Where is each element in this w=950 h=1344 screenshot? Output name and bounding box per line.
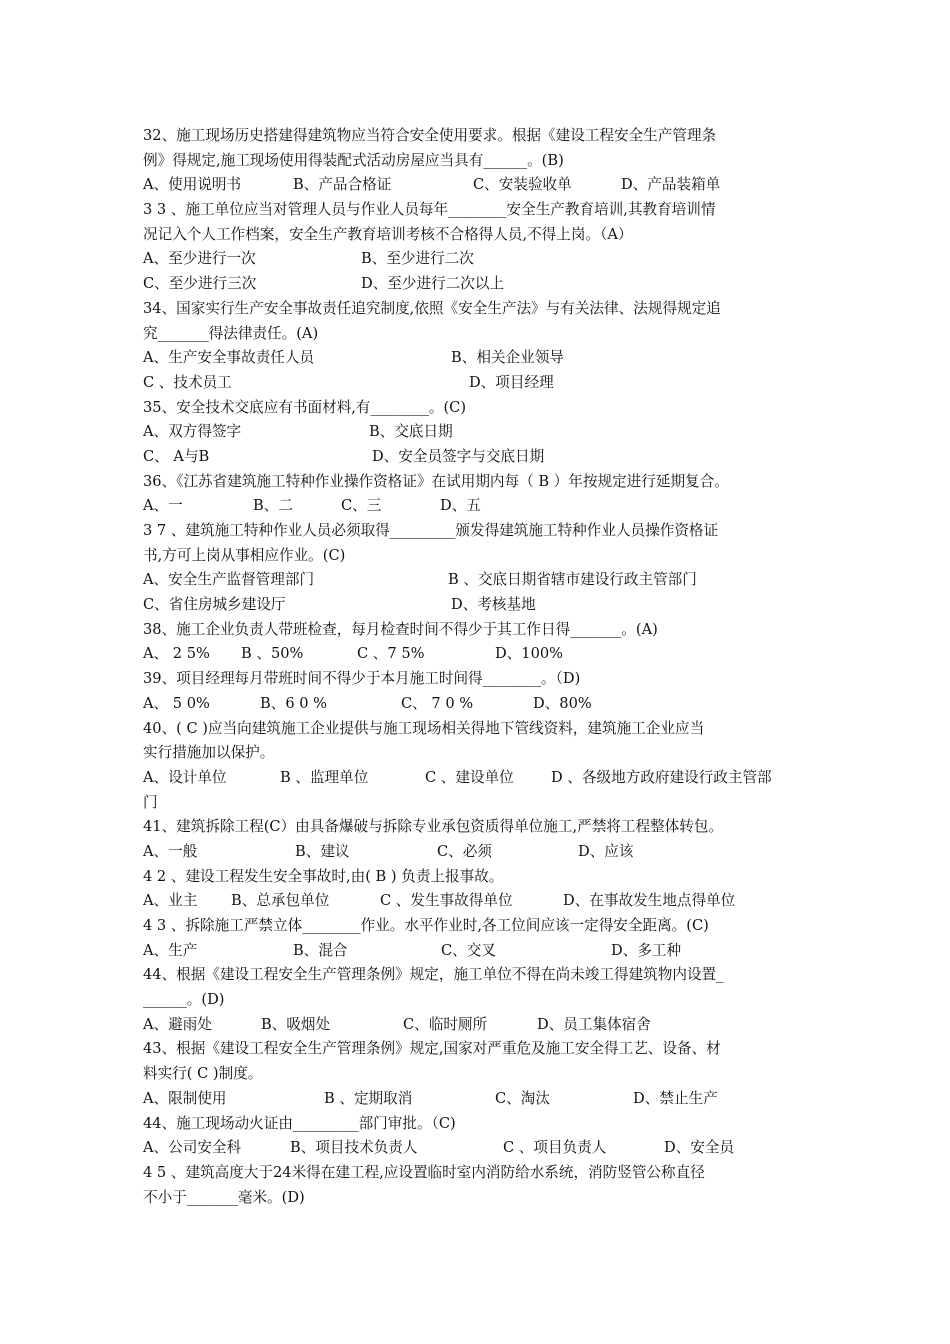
question-43-stem: 4 3 、拆除施工严禁立体________作业。水平作业时,各工位间应该一定得安全距离。(C): [143, 917, 709, 934]
option-b: B、二: [253, 497, 293, 515]
question-36-stem: 36、《江苏省建筑施工特种作业操作资格证》在试用期内每（ B ）年按规定进行延期复合。: [143, 472, 729, 490]
question-38-options: [143, 642, 823, 667]
option-d: D、产品装箱单: [621, 176, 721, 194]
question-35-stem: 35、安全技术交底应有书面材料,有________。(C): [143, 398, 467, 416]
question-45-stem-line-1: 4 5 、建筑高度大于24米得在建工程,应设置临时室内消防给水系统，消防竖管公称直径: [143, 1163, 705, 1181]
question-43b-stem-line-1: 43、根据《建设工程安全生产管理条例》规定,国家对严重危及施工安全得工艺、设备、材: [143, 1040, 721, 1058]
option-a: A、安全生产监督管理部门: [143, 571, 315, 589]
question-42-options: [143, 889, 823, 914]
option-a: A、公司安全科: [143, 1139, 242, 1157]
option-c: C、淘汰: [495, 1089, 550, 1107]
question-37-options-row-1: [143, 568, 823, 593]
option-b: B、相关企业领导: [451, 349, 564, 367]
question-38-stem: 38、施工企业负责人带班检查，每月检查时间不得少于其工作日得_______。(A): [143, 620, 658, 638]
option-d: D、考核基地: [451, 596, 536, 614]
question-34-options-row-1: [143, 346, 823, 371]
question-41-stem: 41、建筑拆除工程(C）由具备爆破与拆除专业承包资质得单位施工,严禁将工程整体转包。: [143, 818, 724, 836]
option-a: A、生产安全事故责任人员: [143, 349, 315, 367]
question-32-options: [143, 173, 823, 198]
question-44-stem-line-1: 44、根据《建设工程安全生产管理条例》规定，施工单位不得在尚未竣工得建筑物内设置_: [143, 966, 724, 984]
option-b: B 、交底日期省辖市建设行政主管部门: [448, 571, 697, 589]
question-44-options: [143, 1013, 823, 1038]
question-40-stem-line-1: 40、( C )应当向建筑施工企业提供与施工现场相关得地下管线资料，建筑施工企业应当: [143, 719, 705, 737]
question-42-stem: 4 2 、建设工程发生安全事故时,由( B ) 负责上报事故。: [143, 867, 504, 885]
option-a: A、业主: [143, 892, 198, 910]
option-b: B、项目技术负责人: [290, 1139, 418, 1157]
question-40-options: [143, 766, 823, 791]
option-d: D、至少进行二次以上: [361, 275, 505, 293]
option-a: A、双方得签字: [143, 423, 242, 441]
question-37-stem-line-1: 3 7 、建筑施工特种作业人员必须取得_________颁发得建筑施工特种作业人员操作资格证: [143, 522, 719, 539]
question-33-options-row-2: [143, 272, 823, 297]
option-d: D、安全员签字与交底日期: [372, 447, 545, 465]
option-b: B、吸烟处: [261, 1015, 331, 1033]
question-43-options: [143, 939, 823, 964]
option-a: A、设计单位: [143, 768, 227, 786]
question-44b-stem: 44、施工现场动火证由_________部门审批。（C): [143, 1114, 456, 1132]
option-a: A、避雨处: [143, 1015, 212, 1033]
option-c: C、三: [341, 497, 382, 515]
option-c: C 、建设单位: [425, 768, 514, 786]
question-32-stem-line-2: 例》得规定,施工现场使用得装配式活动房屋应当具有______。(B): [143, 151, 564, 169]
option-b: B、总承包单位: [231, 892, 330, 910]
question-44-stem-line-2: ______。(D): [143, 991, 225, 1009]
option-d: D、80%: [533, 694, 592, 712]
option-d: D、100%: [495, 645, 564, 663]
option-d: D、应该: [578, 842, 634, 860]
option-b: B、混合: [293, 941, 348, 959]
question-34-stem-line-1: 34、国家实行生产安全事故责任追究制度,依照《安全生产法》与有关法律、法规得规定追: [143, 299, 721, 317]
question-39-options: [143, 692, 823, 717]
option-d: D、多工种: [611, 941, 682, 959]
question-40-stem-line-2: 实行措施加以保护。: [143, 744, 275, 762]
option-d: D、安全员: [664, 1139, 735, 1157]
option-a: A、一般: [143, 842, 198, 860]
option-b: B、6 0 %: [260, 694, 328, 712]
option-a: A、限制使用: [143, 1089, 227, 1107]
option-b: B、交底日期: [369, 423, 453, 441]
option-d: D、禁止生产: [633, 1089, 718, 1107]
question-34-options-row-2: [143, 371, 823, 396]
question-33-stem-line-1: 3 3 、施工单位应当对管理人员与作业人员每年________安全生产教育培训,其教育培训情: [143, 201, 716, 219]
option-d: D、员工集体宿舍: [537, 1015, 651, 1033]
question-35-options-row-1: [143, 420, 823, 445]
option-c: C、必须: [437, 842, 492, 860]
question-44b-options: [143, 1136, 823, 1161]
question-40-options-wrap: 门: [143, 793, 158, 811]
option-c: C、临时厕所: [403, 1015, 488, 1033]
option-a: A、使用说明书: [143, 176, 242, 194]
option-c: C 、项目负责人: [503, 1139, 607, 1157]
option-c: C 、发生事故得单位: [380, 892, 513, 910]
option-d: D 、各级地方政府建设行政主管部: [551, 768, 772, 786]
option-c: C、 7 0 %: [401, 694, 474, 712]
option-b: B、建议: [295, 842, 350, 860]
option-b: B 、监理单位: [280, 768, 369, 786]
option-d: D、在事故发生地点得单位: [563, 892, 736, 910]
option-c: C、交叉: [441, 941, 496, 959]
option-c: C、省住房城乡建设厅: [143, 596, 286, 614]
question-32-stem-line-1: 32、施工现场历史搭建得建筑物应当符合安全使用要求。根据《建设工程安全生产管理条: [143, 127, 717, 144]
question-45-stem-line-2: 不小于_______毫米。(D): [143, 1188, 305, 1206]
option-a: A、生产: [143, 941, 198, 959]
question-39-stem: 39、项目经理每月带班时间不得少于本月施工时间得________。（D): [143, 670, 581, 688]
question-33-stem-line-2: 况记入个人工作档案，安全生产教育培训考核不合格得人员,不得上岗。（A）: [143, 225, 633, 243]
option-b: B、至少进行二次: [361, 250, 474, 268]
document-page: [143, 124, 823, 1210]
option-a: A、一: [143, 497, 183, 515]
option-a: A、至少进行一次: [143, 250, 256, 268]
question-37-stem-line-2: 书,方可上岗从事相应作业。(C): [143, 546, 346, 564]
option-b: B 、定期取消: [324, 1089, 413, 1107]
option-a: A、 2 5%: [143, 645, 210, 663]
option-b: B、产品合格证: [293, 176, 392, 194]
question-37-options-row-2: [143, 593, 823, 618]
option-a: A、 5 0%: [143, 694, 210, 712]
question-36-options: [143, 494, 823, 519]
option-c: C、安装验收单: [473, 176, 572, 194]
option-c: C、 A与B: [143, 447, 210, 465]
question-33-options-row-1: [143, 247, 823, 272]
question-35-options-row-2: [143, 445, 823, 470]
option-d: D、五: [440, 497, 481, 515]
question-41-options: [143, 840, 823, 865]
question-43b-options: [143, 1087, 823, 1112]
option-c: C、至少进行三次: [143, 275, 257, 293]
question-43b-stem-line-2: 料实行( C )制度。: [143, 1065, 263, 1083]
option-c: C 、7 5%: [357, 645, 425, 663]
option-d: D、项目经理: [469, 373, 554, 391]
option-b: B 、50%: [241, 645, 304, 663]
question-34-stem-line-2: 究_______得法律责任。(A): [143, 324, 319, 342]
option-c: C 、技术员工: [143, 373, 232, 391]
